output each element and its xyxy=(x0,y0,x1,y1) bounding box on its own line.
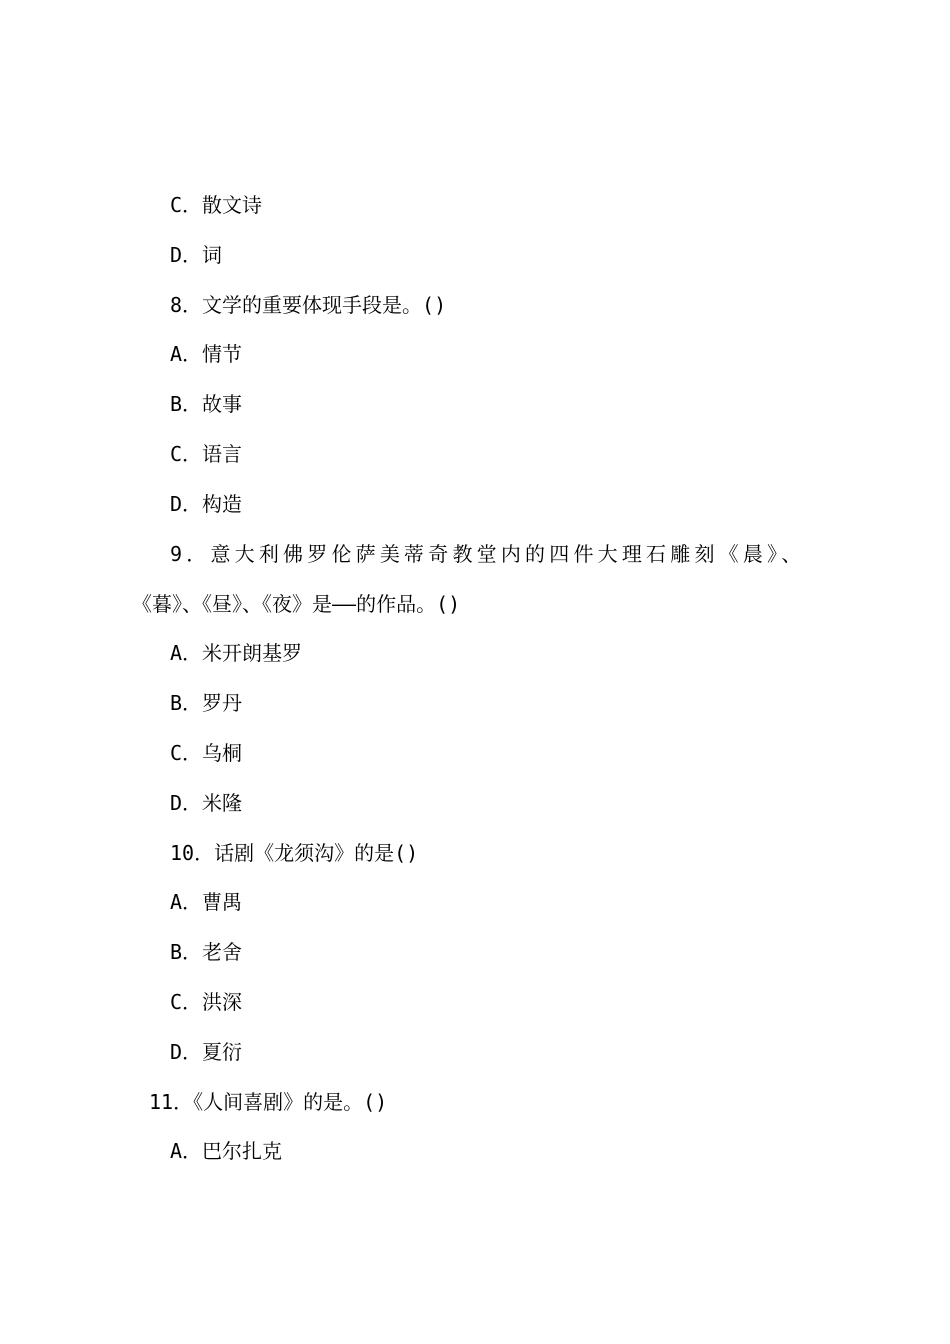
option-9a: A．米开朗基罗 xyxy=(170,641,303,665)
option-9c: C．乌桐 xyxy=(170,741,243,765)
option-10c: C．洪深 xyxy=(170,990,243,1014)
option-9d: D．米隆 xyxy=(170,791,243,815)
question-9-line-2: 《暮》、《昼》、《夜》是——的作品。() xyxy=(132,592,461,616)
option-7d: D．词 xyxy=(170,243,223,267)
option-8c: C．语言 xyxy=(170,442,243,466)
option-8d: D．构造 xyxy=(170,492,243,516)
option-8a: A．情节 xyxy=(170,342,243,366)
option-10d: D．夏衍 xyxy=(170,1040,243,1064)
option-10b: B．老舍 xyxy=(170,940,243,964)
option-7c: C．散文诗 xyxy=(170,193,263,217)
question-8: 8．文学的重要体现手段是。() xyxy=(170,293,447,317)
option-8b: B．故事 xyxy=(170,392,243,416)
option-9b: B．罗丹 xyxy=(170,691,243,715)
question-10: 10．话剧《龙须沟》的是() xyxy=(170,841,419,865)
option-10a: A．曹禺 xyxy=(170,890,243,914)
question-9-line-1: 9．意大利佛罗伦萨美蒂奇教堂内的四件大理石雕刻《晨》、 xyxy=(170,542,806,566)
question-11: 11．《人间喜剧》的是。() xyxy=(149,1090,388,1114)
option-11a: A．巴尔扎克 xyxy=(170,1139,283,1163)
